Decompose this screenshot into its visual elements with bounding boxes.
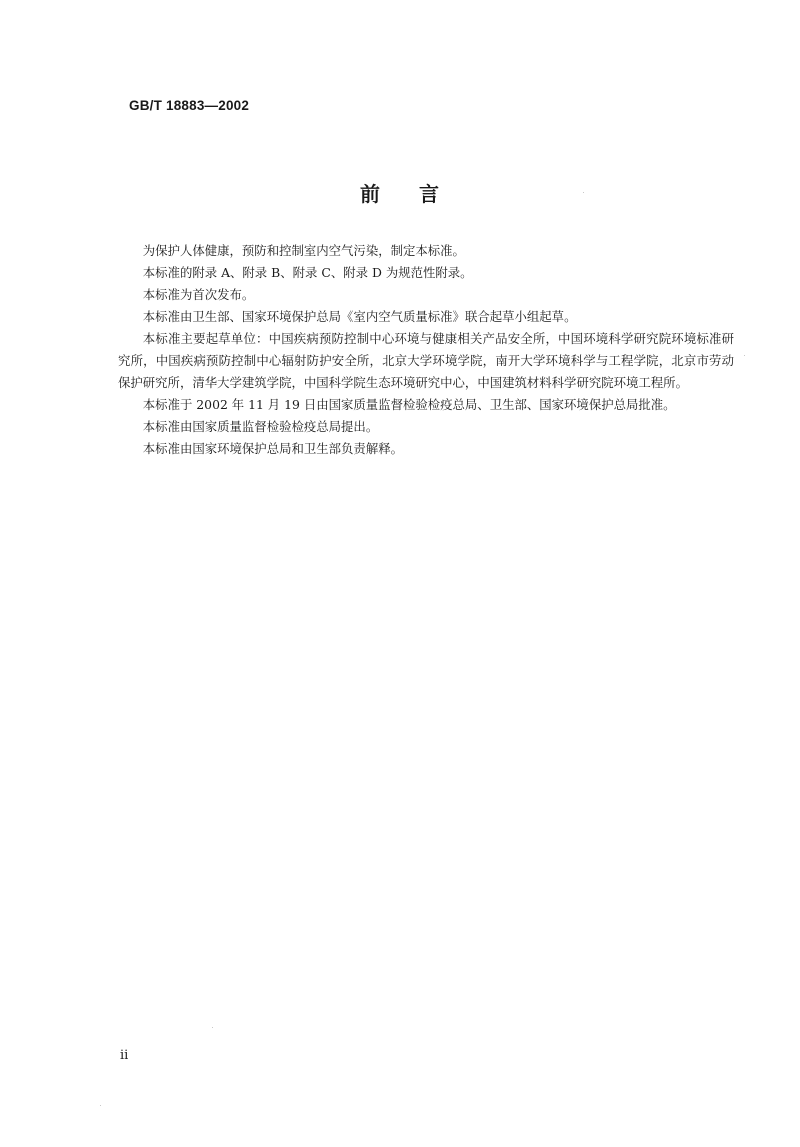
scan-speck [212,1027,213,1028]
paragraph-drafting-group: 本标准由卫生部、国家环境保护总局《室内空气质量标准》联合起草小组起草。 [142,309,577,324]
paragraph-first-release: 本标准为首次发布。 [142,287,255,302]
paragraph-drafting-units: 本标准主要起草单位：中国疾病预防控制中心环境与健康相关产品安全所，中国环境科学研究院环境标准研究所，中国疾病预防控制中心辐射防护安全所，北京大学环境学院，南开大学环境科学与工程学院，北京市劳动保护研究所，清华大学建筑学院，中国科学院生态环境研究中心，中国建筑材料科学研究院环境工程所。 [118,331,734,390]
paragraph-approval: 本标准于 2002 年 11 月 19 日由国家质量监督检验检疫总局、卫生部、国家环境保护总局批准。 [142,397,676,412]
scan-speck [583,192,584,193]
scan-speck [744,355,745,356]
foreword-body [118,240,734,460]
paragraph-appendices: 本标准的附录 A、附录 B、附录 C、附录 D 为规范性附录。 [142,265,473,280]
paragraph-interpretation: 本标准由国家环境保护总局和卫生部负责解释。 [142,441,403,456]
standard-code: GB/T 18883—2002 [129,98,250,113]
page-number: ii [120,1048,129,1063]
title-char-1: 前 [360,182,381,206]
title-char-2: 言 [419,182,440,206]
paragraph-purpose: 为保护人体健康，预防和控制室内空气污染，制定本标准。 [142,243,465,258]
paragraph-proposer: 本标准由国家质量监督检验检疫总局提出。 [142,419,379,434]
section-title-foreword [200,178,600,207]
scan-speck [100,1105,101,1106]
